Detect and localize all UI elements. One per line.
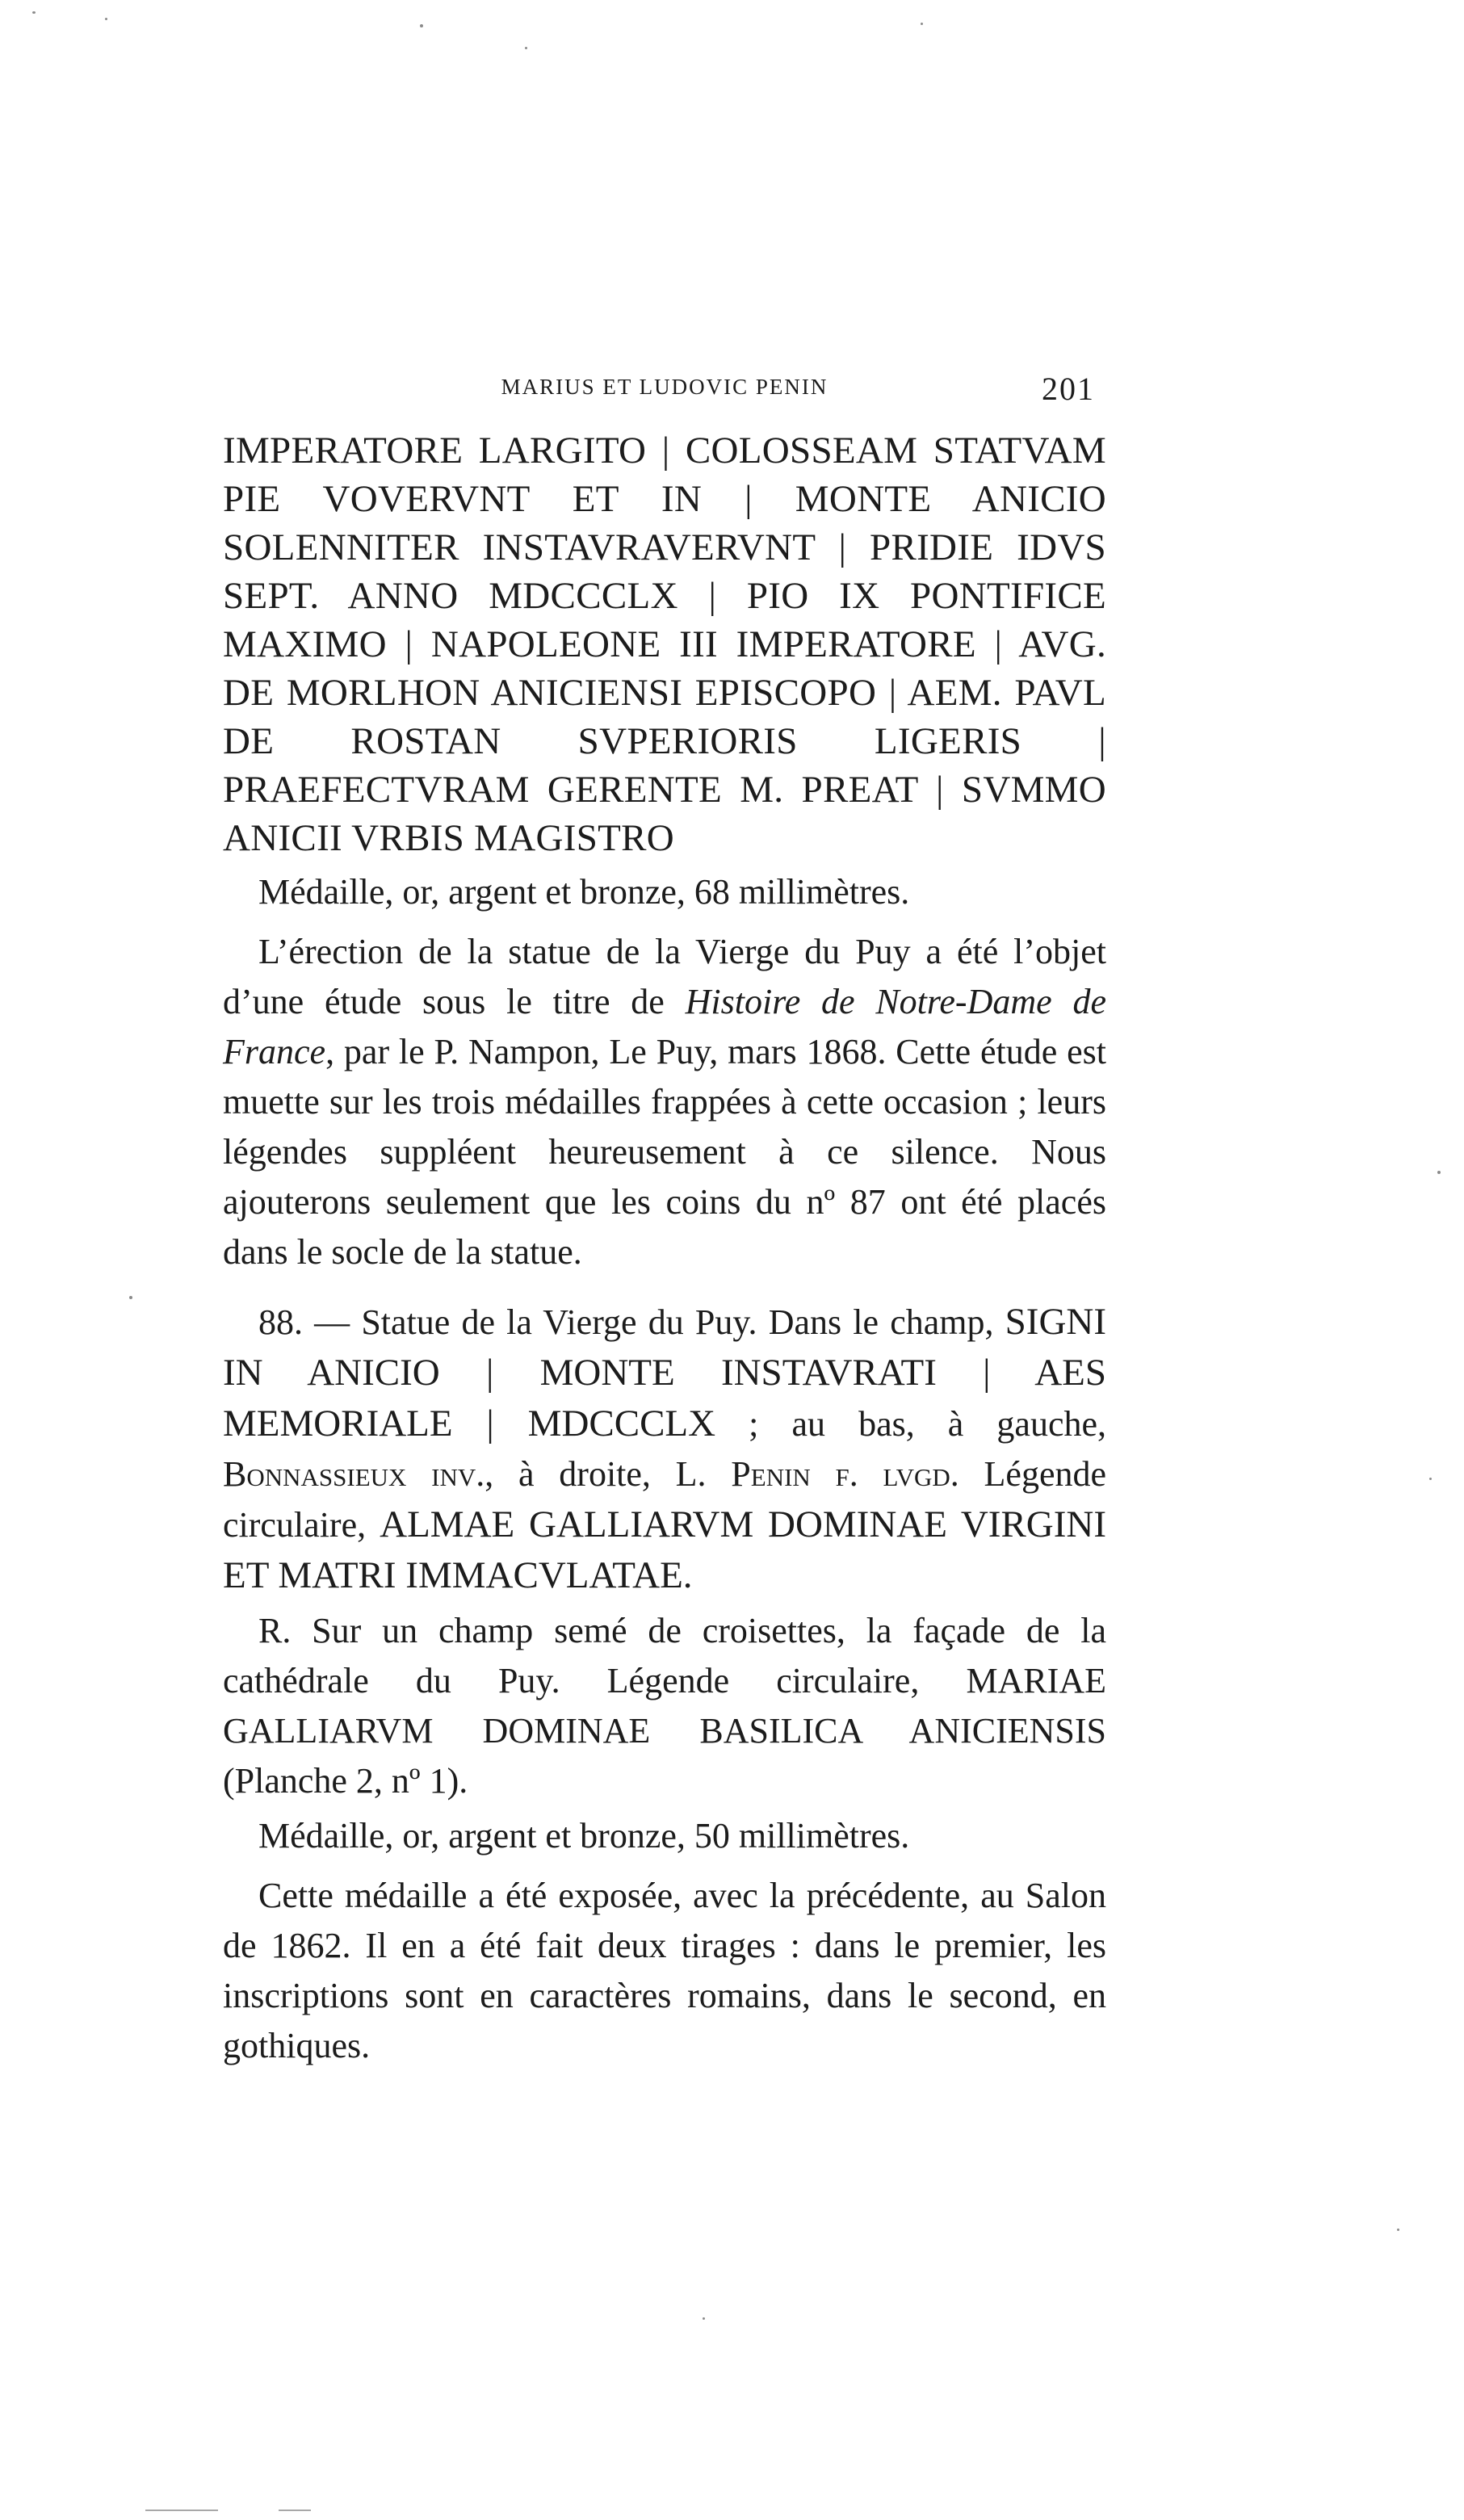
commentary-87-end: , par le P. Nampon, Le Puy, mars 1868. Cette étude est muette sur les trois médailles frappées à cette occasion ; leurs légendes suppléent heureusement à ce silence. Nous ajouterons seulement que les coins du nº 87 ont été placés dans le socle de la statue. [223,1032,1106,1272]
scan-speck [105,18,107,20]
running-title: MARIUS ET LUDOVIC PENIN [501,375,828,399]
medal-87-description: Médaille, or, argent et bronze, 68 millimètres. [258,872,910,912]
page-number: 201 [1042,371,1095,407]
running-head [223,370,1106,412]
reverse-88-start: R. Sur un champ semé de croisettes, la façade de la cathédrale du Puy. Légende circulaire, [223,1611,1106,1700]
reverse-88 [223,1606,1106,1806]
scan-speck [1437,1171,1441,1174]
scan-speck [129,1296,132,1299]
entry-88-bottom: ; au bas, à gauche, [715,1404,1106,1444]
book-title: Histoire de Notre-Dame de France [223,982,1106,1071]
medal-88-description: Médaille, or, argent et bronze, 50 millimètres. [258,1816,910,1855]
entry-88-legend-label: Légende circulaire, [223,1454,1107,1545]
inscription-87: IMPERATORE LARGITO | COLOSSEAM STATVAM PIE VOVERVNT ET IN | MONTE ANICIO SOLENNITER INSTAVRAVERVNT | PRIDIE IDVS SEPT. ANNO MDCCCLX | PIO IX PONTIFICE MAXIMO | NAPOLEONE III IMPERATORE | AVG. DE MORLHON ANICIENSI EPISCOPO | AEM. PAVL DE ROSTAN SVPERIORIS LIGERIS | PRAEFECTVRAM GERENTE M. PREAT | SVMMO ANICII VRBIS MAGISTRO [223,430,1106,859]
signature-left: Bonnassieux inv. [223,1454,485,1494]
scan-speck [525,47,527,49]
entry-88 [223,1297,1106,1601]
scan-speck [921,23,923,25]
scan-speck [420,24,423,27]
commentary-87 [223,927,1106,1277]
entry-88-right: , à droite, [485,1454,676,1494]
scan-dash [145,2510,218,2511]
field-inscription: SIGNI IN ANICIO | MONTE INSTAVRATI | AES MEMORIALE | MDCCCLX [223,1301,1106,1444]
scan-speck [703,2317,705,2320]
reverse-88-end: (Planche 2, nº 1). [223,1761,468,1801]
body-text [223,426,1106,2071]
scan-speck [1397,2229,1399,2231]
scan-dash [279,2510,311,2511]
signature-right: L. Penin f. lvgd. [675,1454,959,1494]
commentary-88: Cette médaille a été exposée, avec la précédente, au Salon de 1862. Il en a été fait deux tirages : dans le premier, les inscriptions sont en caractères romains, dans le second, en gothiques. [223,1876,1106,2065]
scan-speck [1429,1478,1432,1480]
scan-speck [32,11,36,14]
reverse-legend: MARIAE GALLIARVM DOMINAE BASILICA ANICIENSIS [223,1661,1106,1751]
commentary-87-start: L’érection de la statue de la Vierge du Puy a été l’objet d’une étude sous le titre de [223,932,1106,1021]
obverse-legend: ALMAE GALLIARVM DOMINAE VIRGINI ET MATRI IMMACVLATAE. [223,1503,1106,1596]
entry-88-intro: 88. — Statue de la Vierge du Puy. Dans le champ, [258,1302,1005,1342]
